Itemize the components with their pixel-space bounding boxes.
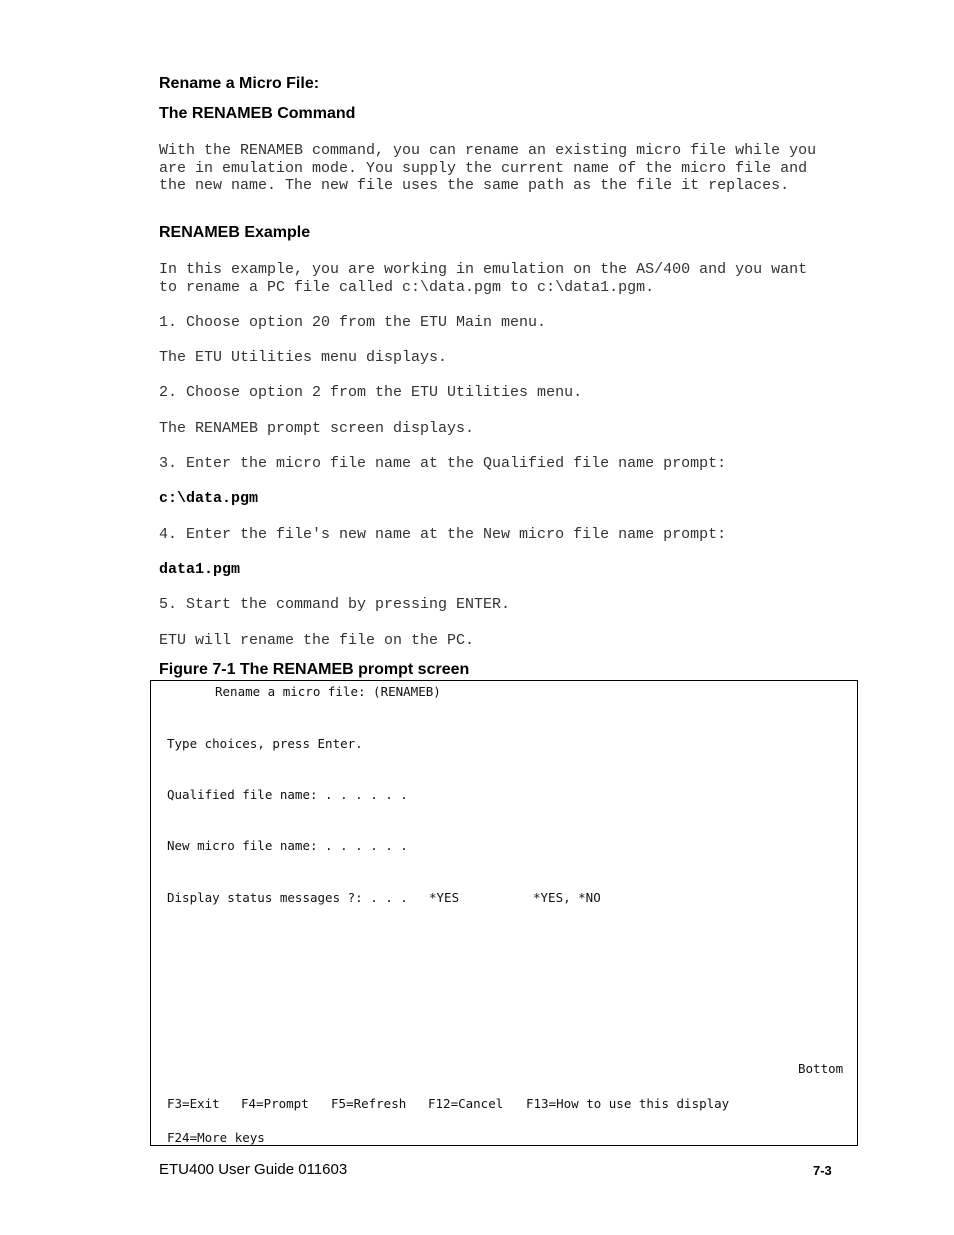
section-title: Rename a Micro File: — [159, 75, 320, 92]
result-2: The RENAMEB prompt screen displays. — [159, 420, 475, 437]
footer-guide-title: ETU400 User Guide 011603 — [159, 1161, 348, 1178]
example-heading: RENAMEB Example — [159, 224, 311, 241]
fkey-f12: F12=Cancel — [428, 1096, 504, 1111]
fkey-f4: F4=Prompt — [241, 1096, 309, 1111]
section-subtitle: The RENAMEB Command — [159, 105, 356, 122]
screen-title: Rename a micro file: (RENAMEB) — [215, 684, 441, 699]
qualified-file-name-label: Qualified file name: . . . . . . — [167, 787, 408, 802]
renameb-prompt-screen — [150, 680, 858, 1146]
intro-paragraph: With the RENAMEB command, you can rename an existing micro file while you are in emulation mode. You supply the current name of the micro file and the new name. The new file uses the same path as the file it replaces. — [159, 142, 817, 194]
new-micro-file-name-label: New micro file name: . . . . . . — [167, 838, 408, 853]
step-3: 3. Enter the micro file name at the Qualified file name prompt: — [159, 455, 727, 472]
example-intro: In this example, you are working in emulation on the AS/400 and you want to rename a PC file called c:\data.pgm to c:\data1.pgm. — [159, 261, 808, 296]
step-5: 5. Start the command by pressing ENTER. — [159, 596, 511, 613]
fkey-f13: F13=How to use this display — [526, 1096, 730, 1111]
step-1: 1. Choose option 20 from the ETU Main menu. — [159, 314, 547, 331]
fkey-f24: F24=More keys — [167, 1130, 265, 1145]
result-1: The ETU Utilities menu displays. — [159, 349, 448, 366]
step-2: 2. Choose option 2 from the ETU Utilities menu. — [159, 384, 583, 401]
step-3-value: c:\data.pgm — [159, 490, 259, 507]
bottom-indicator: Bottom — [798, 1061, 844, 1076]
display-status-messages-options: *YES, *NO — [533, 890, 601, 905]
display-status-messages-value: *YES — [429, 890, 460, 905]
display-status-messages-label: Display status messages ?: . . . — [167, 890, 408, 905]
result-5: ETU will rename the file on the PC. — [159, 632, 475, 649]
step-4: 4. Enter the file's new name at the New micro file name prompt: — [159, 526, 727, 543]
screen-instructions: Type choices, press Enter. — [167, 736, 363, 751]
fkey-f5: F5=Refresh — [331, 1096, 407, 1111]
figure-caption: Figure 7-1 The RENAMEB prompt screen — [159, 661, 470, 678]
footer-page-number: 7-3 — [813, 1163, 832, 1178]
fkey-f3: F3=Exit — [167, 1096, 220, 1111]
step-4-value: data1.pgm — [159, 561, 241, 578]
